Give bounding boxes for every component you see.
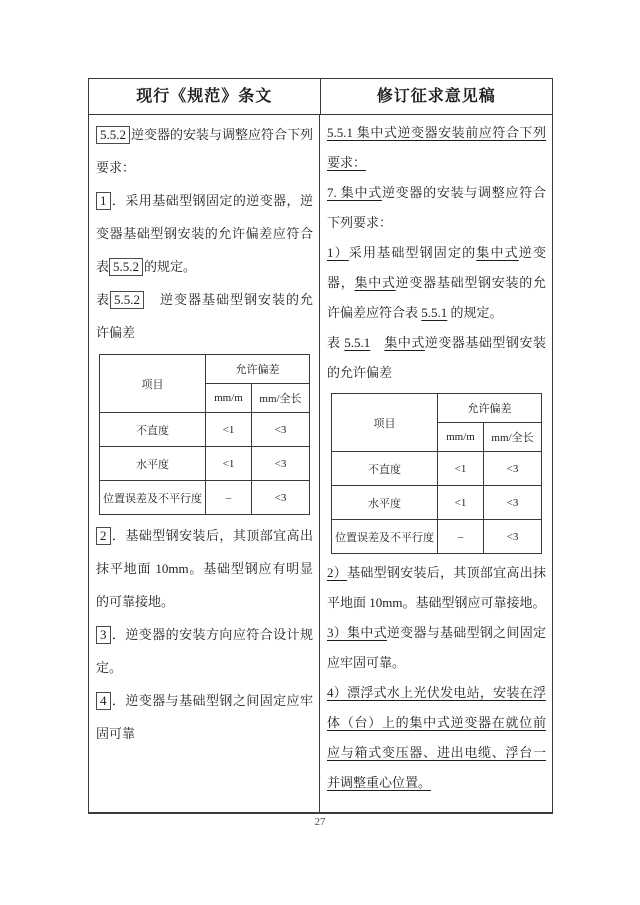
item-number-box: 2 bbox=[96, 527, 111, 545]
cell-value: <3 bbox=[252, 481, 310, 515]
table-body bbox=[89, 115, 552, 812]
cell-value: <3 bbox=[484, 452, 542, 486]
item-text-underlined: 7. 集中式 bbox=[327, 185, 382, 200]
revised-sub-4-paragraph bbox=[327, 678, 546, 798]
table-row bbox=[100, 413, 310, 447]
cell-item: 不直度 bbox=[332, 452, 438, 486]
header-item: 项目 bbox=[100, 355, 206, 413]
cell-item: 水平度 bbox=[100, 447, 206, 481]
cell-value: – bbox=[438, 520, 484, 554]
item-4-paragraph bbox=[96, 684, 313, 750]
sub-text: 基础型钢安装后，其顶部宜高出抹平地面 10mm。基础型钢应可靠接地。 bbox=[327, 565, 546, 610]
sub-number-underlined: 2） bbox=[327, 565, 348, 580]
caption-space bbox=[370, 335, 384, 350]
table-ref-box: 5.5.2 bbox=[109, 258, 143, 276]
table-header-row bbox=[89, 79, 552, 115]
item-text: 的规定。 bbox=[144, 259, 197, 274]
item-1-paragraph bbox=[96, 184, 313, 283]
table-row bbox=[332, 520, 542, 554]
caption-text: 逆变器基础型钢安装的允许偏差 bbox=[327, 335, 546, 380]
caption-number-underlined: 5.5.1 bbox=[344, 335, 371, 350]
revised-sub-2-paragraph bbox=[327, 558, 546, 618]
caption-number-box: 5.5.2 bbox=[110, 291, 144, 309]
caption-prefix: 表 bbox=[96, 292, 110, 307]
cell-item: 水平度 bbox=[332, 486, 438, 520]
header-tolerance: 允许偏差 bbox=[438, 394, 542, 423]
item-3-paragraph bbox=[96, 618, 313, 684]
cell-value: – bbox=[206, 481, 252, 515]
sub-number-underlined: 3）集中式 bbox=[327, 625, 387, 640]
tolerance-table-revised bbox=[331, 393, 542, 554]
sub-text: 逆变器基础型钢安装的允许偏差应符合表 bbox=[327, 275, 546, 320]
clause-paragraph bbox=[96, 118, 313, 184]
table-caption-current bbox=[96, 283, 313, 349]
item-text: ．基础型钢安装后，其顶部宜高出抹平地面 10mm。基础型钢应有明显的可靠接地。 bbox=[96, 528, 313, 609]
cell-item: 位置误差及不平行度 bbox=[332, 520, 438, 554]
revised-sub-1-paragraph bbox=[327, 238, 546, 328]
caption-prefix: 表 bbox=[327, 335, 345, 350]
table-caption-revised bbox=[327, 328, 546, 388]
current-code-column bbox=[89, 115, 320, 812]
item-text: ．采用基础型钢固定的逆变器，逆变器基础型钢安装的允许偏差应符合表 bbox=[96, 193, 313, 274]
column-header-current-code: 现行《规范》条文 bbox=[89, 79, 321, 114]
sub-text: 逆变器， bbox=[327, 245, 546, 290]
cell-item: 位置误差及不平行度 bbox=[100, 481, 206, 515]
sub-number-underlined: 1） bbox=[327, 245, 349, 260]
item-number-box: 1 bbox=[96, 192, 111, 210]
cell-value: <3 bbox=[252, 447, 310, 481]
comparison-table bbox=[88, 78, 553, 814]
cell-value: <1 bbox=[206, 447, 252, 481]
cell-value: <3 bbox=[484, 486, 542, 520]
header-mm-full-length: mm/全长 bbox=[252, 384, 310, 413]
revised-draft-column bbox=[320, 115, 552, 812]
item-number-box: 3 bbox=[96, 626, 111, 644]
header-mm-per-m: mm/m bbox=[206, 384, 252, 413]
table-row bbox=[100, 355, 310, 384]
clause-text-underlined: 5.5.1 集中式逆变器安装前应符合下列要求： bbox=[327, 125, 546, 170]
table-row bbox=[332, 452, 542, 486]
sub-text: 的规定。 bbox=[447, 305, 503, 320]
item-number-box: 4 bbox=[96, 692, 111, 710]
sub-text-underlined: 集中式 bbox=[476, 245, 519, 260]
sub-text: 逆变器与基础型钢之间固定应牢固可靠。 bbox=[327, 625, 546, 670]
clause-number-box: 5.5.2 bbox=[96, 126, 130, 144]
item-2-paragraph bbox=[96, 519, 313, 618]
cell-value: <3 bbox=[252, 413, 310, 447]
cell-item: 不直度 bbox=[100, 413, 206, 447]
sub-text-underlined: 4）漂浮式水上光伏发电站，安装在浮体（台）上的集中式逆变器在就位前应与箱式变压器、进出电缆、浮台一并调整重心位置。 bbox=[327, 685, 546, 790]
table-row bbox=[332, 486, 542, 520]
table-row bbox=[332, 394, 542, 423]
revised-item-7-paragraph bbox=[327, 178, 546, 238]
cell-value: <1 bbox=[206, 413, 252, 447]
item-text: 逆变器的安装与调整应符合下列要求： bbox=[327, 185, 546, 230]
header-item: 项目 bbox=[332, 394, 438, 452]
sub-text: 采用基础型钢固定的 bbox=[348, 245, 477, 260]
revised-sub-3-paragraph bbox=[327, 618, 546, 678]
table-row bbox=[100, 481, 310, 515]
caption-text-underlined: 集中式 bbox=[384, 335, 425, 350]
header-tolerance: 允许偏差 bbox=[206, 355, 310, 384]
sub-text-underlined: 集中式 bbox=[354, 275, 396, 290]
cell-value: <1 bbox=[438, 486, 484, 520]
page-number: 27 bbox=[314, 816, 326, 828]
cell-value: <1 bbox=[438, 452, 484, 486]
table-row bbox=[100, 447, 310, 481]
item-text: ．逆变器与基础型钢之间固定应牢固可靠 bbox=[96, 693, 313, 741]
tolerance-table-current bbox=[99, 354, 310, 515]
clause-text: 逆变器的安装与调整应符合下列要求： bbox=[96, 127, 314, 175]
table-ref-underlined: 5.5.1 bbox=[421, 305, 448, 320]
column-header-revised-draft: 修订征求意见稿 bbox=[376, 88, 496, 105]
header-mm-full-length: mm/全长 bbox=[484, 423, 542, 452]
cell-value: <3 bbox=[484, 520, 542, 554]
caption-text: 逆变器基础型钢安装的允许偏差 bbox=[96, 292, 313, 340]
header-mm-per-m: mm/m bbox=[438, 423, 484, 452]
revised-clause-paragraph bbox=[327, 118, 546, 178]
item-text: ．逆变器的安装方向应符合设计规定。 bbox=[96, 627, 313, 675]
